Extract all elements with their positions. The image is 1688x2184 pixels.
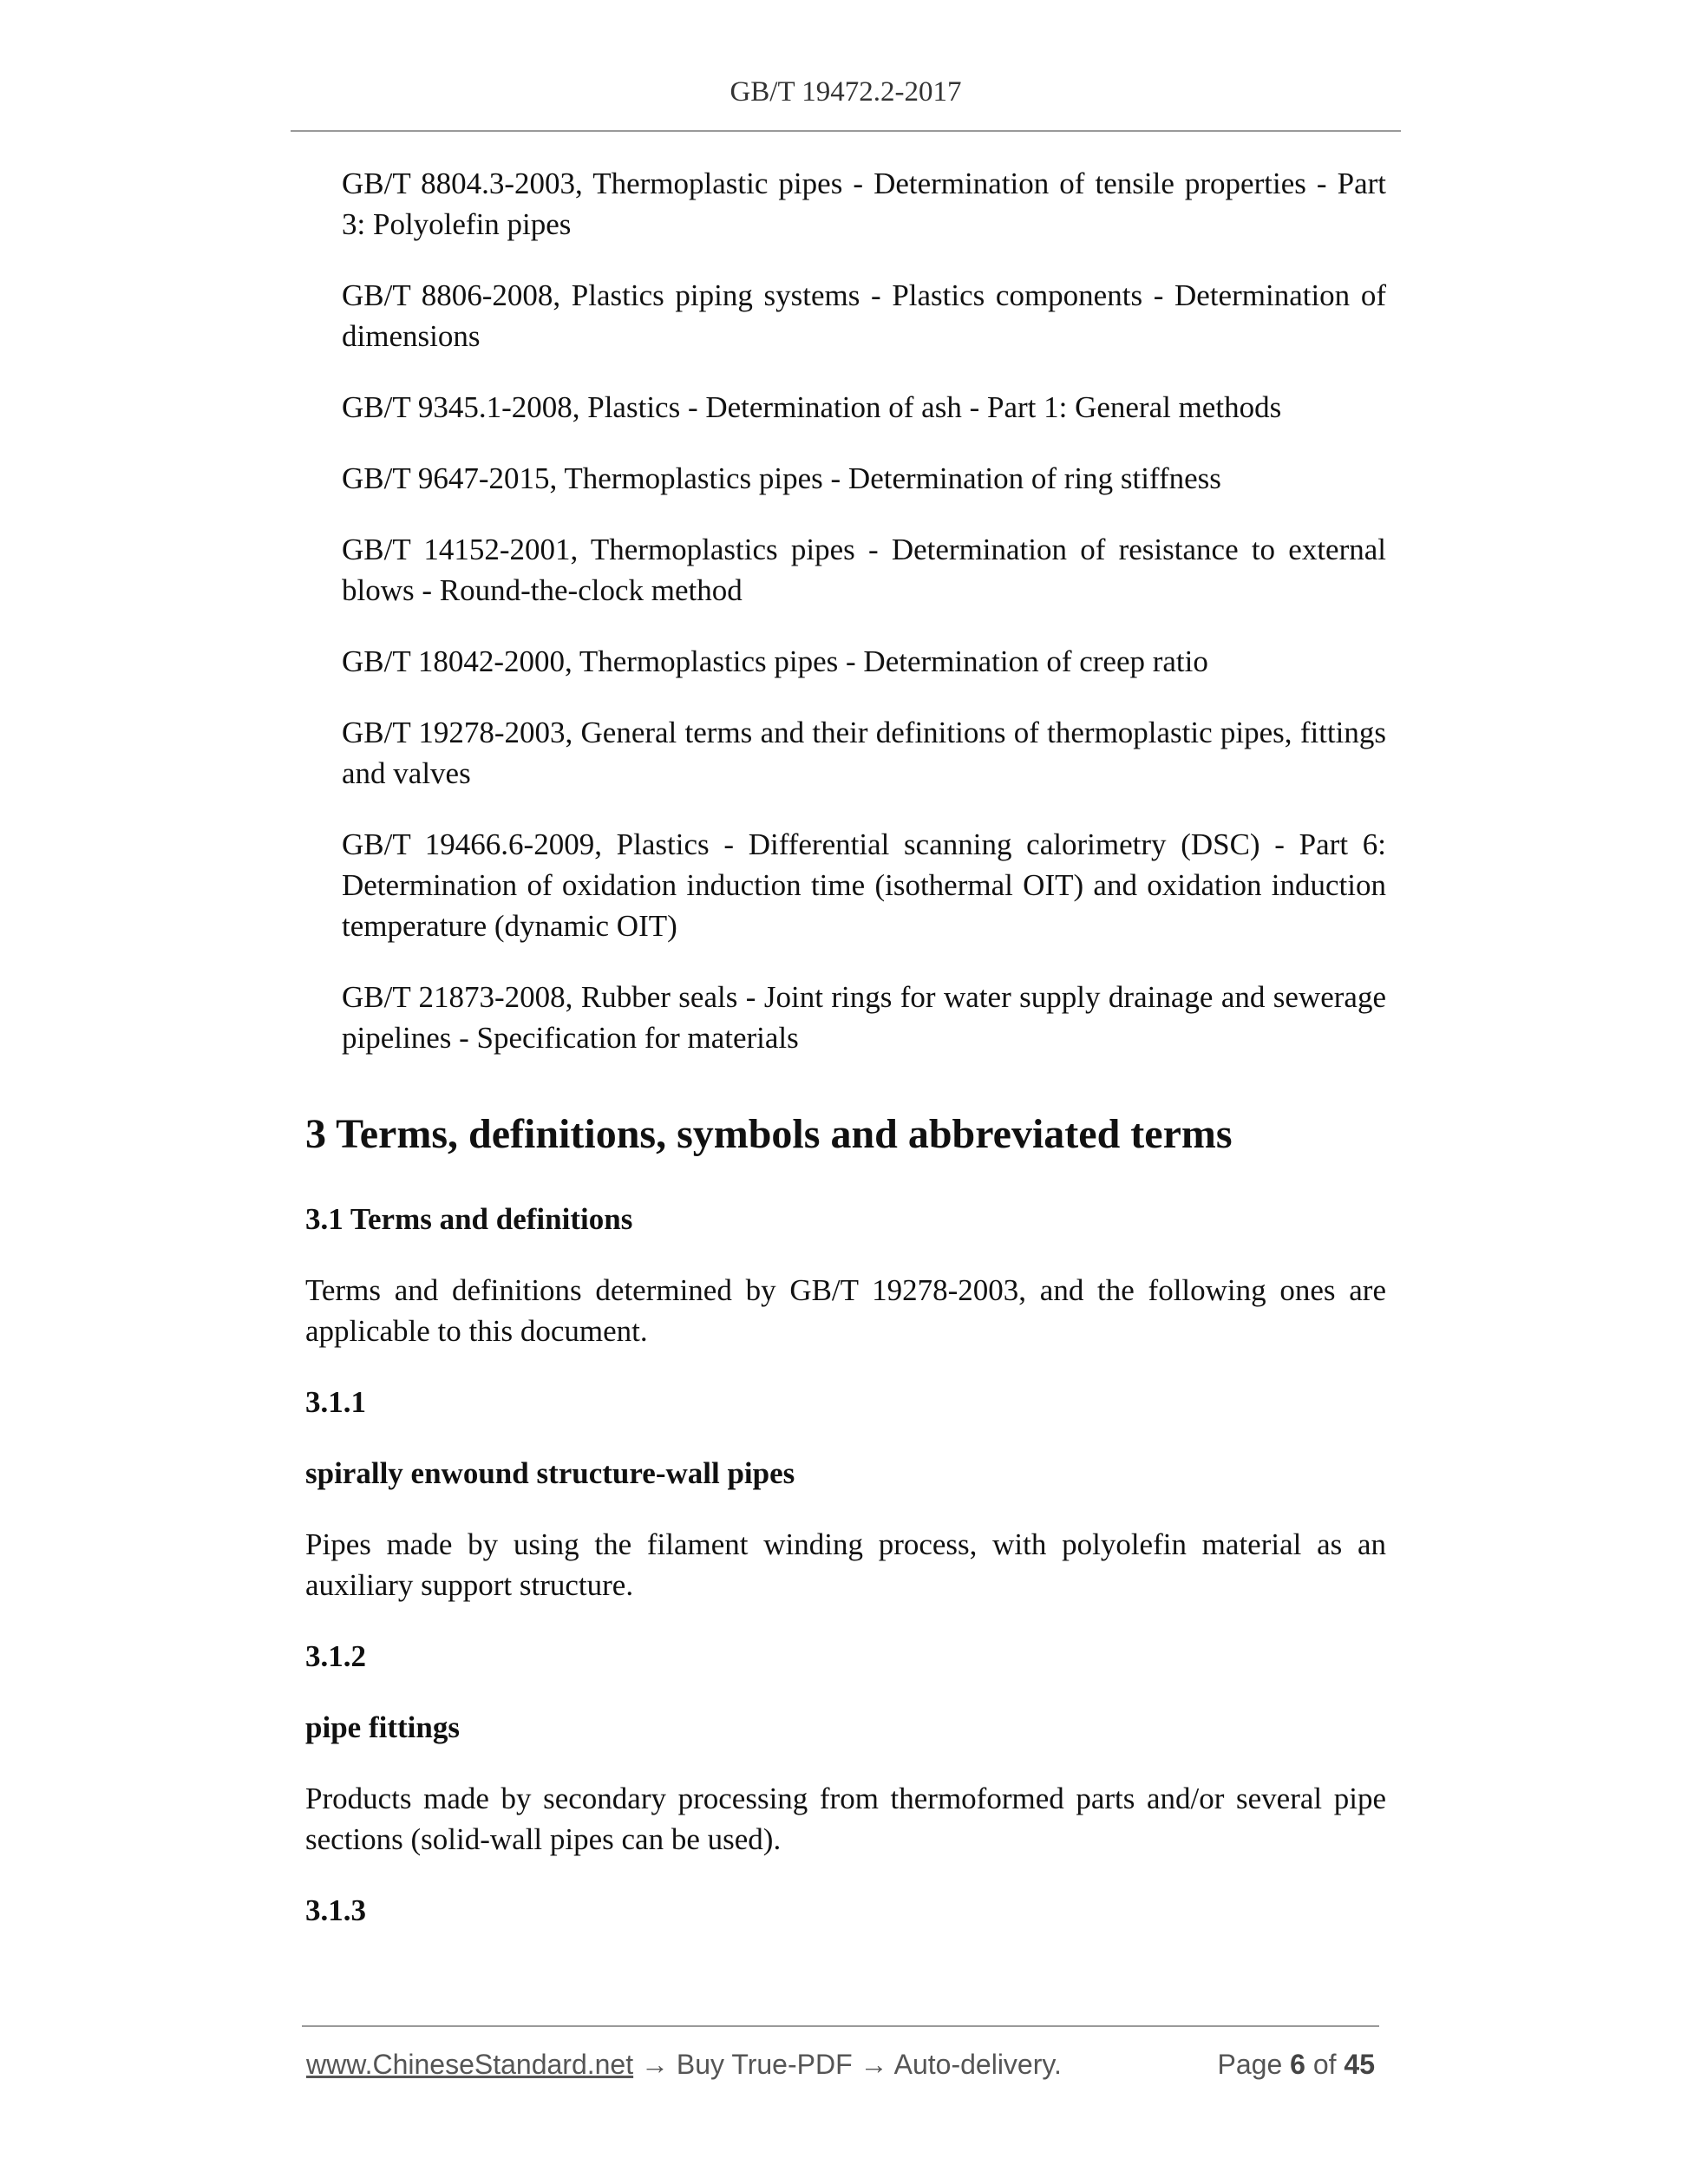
header-divider <box>291 130 1401 132</box>
page-label: Page <box>1217 2049 1283 2080</box>
section-heading: 3 Terms, definitions, symbols and abbreviated terms <box>305 1111 1233 1157</box>
reference-item: GB/T 19466.6-2009, Plastics - Differential scanning calorimetry (DSC) - Part 6: Determination of oxidation induction time (isothermal OIT) and oxidation induction temperature (dynamic OIT) <box>342 827 1386 943</box>
term-definition: Products made by secondary processing from thermoformed parts and/or several pipe sections (solid-wall pipes can be used). <box>305 1782 1386 1856</box>
buy-text: Buy True-PDF <box>676 2049 853 2080</box>
page-indicator <box>1218 2049 1375 2081</box>
reference-item: GB/T 19278-2003, General terms and their definitions of thermoplastic pipes, fittings and valves <box>342 716 1386 790</box>
reference-item: GB/T 21873-2008, Rubber seals - Joint rings for water supply drainage and sewerage pipelines - Specification for materials <box>342 980 1386 1055</box>
term-number: 3.1.3 <box>305 1893 366 1927</box>
footer-promo <box>306 2049 1062 2081</box>
delivery-text: Auto-delivery. <box>893 2049 1062 2080</box>
page-current: 6 <box>1290 2049 1305 2080</box>
arrow-right-icon: → <box>860 2049 888 2080</box>
reference-item: GB/T 8806-2008, Plastics piping systems - Plastics components - Determination of dimensions <box>342 278 1386 353</box>
reference-item: GB/T 9647-2015, Thermoplastics pipes - Determination of ring stiffness <box>342 461 1221 495</box>
reference-item: GB/T 14152-2001, Thermoplastics pipes - Determination of resistance to external blows - Round-the-clock method <box>342 533 1386 607</box>
term-number: 3.1.1 <box>305 1385 366 1419</box>
term-definition: Pipes made by using the filament winding process, with polyolefin material as an auxiliary support structure. <box>305 1527 1386 1602</box>
page-footer <box>306 2049 1382 2083</box>
subsection-heading: 3.1 Terms and definitions <box>305 1202 633 1236</box>
term-number: 3.1.2 <box>305 1639 366 1673</box>
document-body <box>305 163 1386 1961</box>
reference-item: GB/T 9345.1-2008, Plastics - Determination of ash - Part 1: General methods <box>342 390 1282 424</box>
page-of: of <box>1312 2049 1337 2080</box>
page-header-title: GB/T 19472.2-2017 <box>730 76 962 108</box>
term-name: spirally enwound structure-wall pipes <box>305 1456 795 1490</box>
reference-item: GB/T 8804.3-2003, Thermoplastic pipes - Determination of tensile properties - Part 3: Polyolefin pipes <box>342 167 1386 241</box>
page-total: 45 <box>1344 2049 1375 2080</box>
term-name: pipe fittings <box>305 1710 460 1744</box>
website-link[interactable]: www.ChineseStandard.net <box>306 2049 634 2080</box>
reference-item: GB/T 18042-2000, Thermoplastics pipes - Determination of creep ratio <box>342 644 1208 678</box>
footer-divider <box>302 2025 1379 2027</box>
arrow-right-icon: → <box>641 2049 669 2080</box>
intro-paragraph: Terms and definitions determined by GB/T 19278-2003, and the following ones are applicable to this document. <box>305 1273 1386 1348</box>
